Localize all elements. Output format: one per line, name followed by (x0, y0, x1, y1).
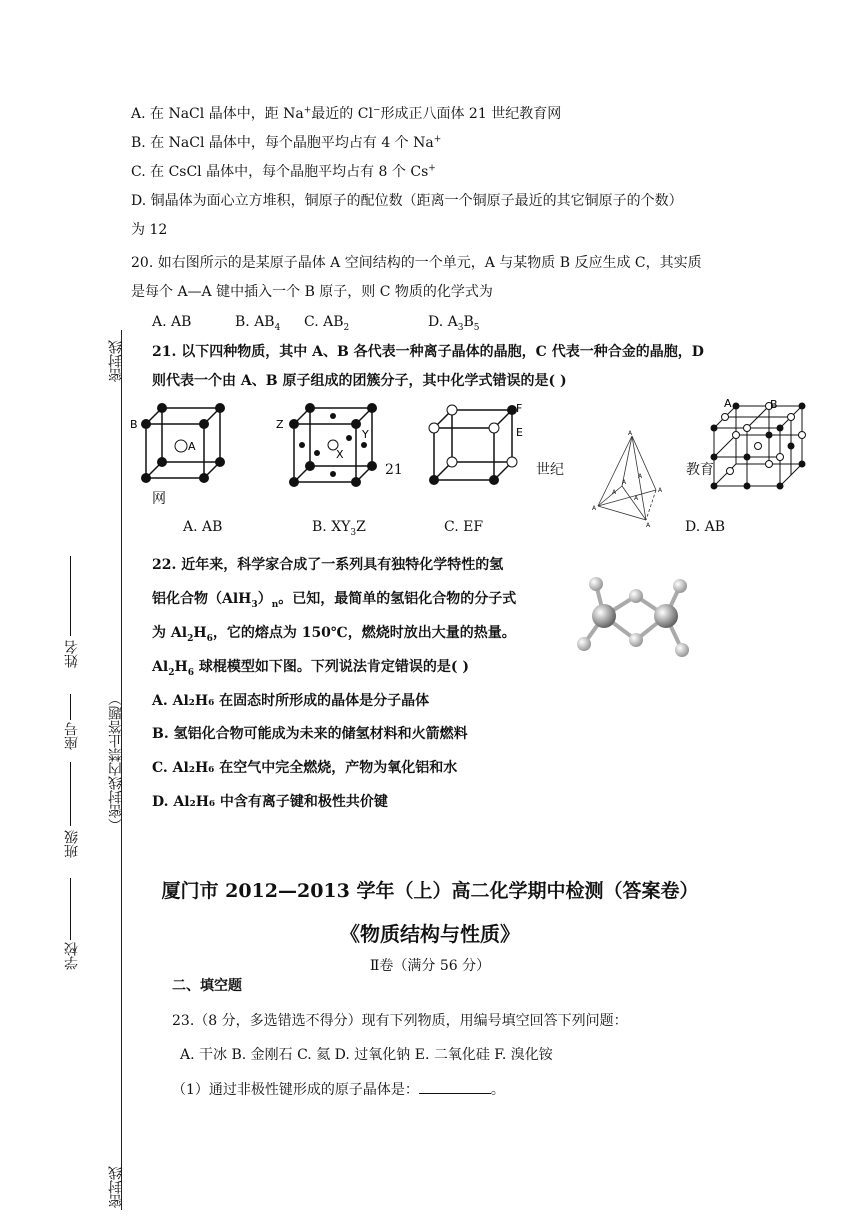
q21-option-b: B. $XY_3Z$ (312, 519, 366, 538)
svg-text:A: A (622, 479, 627, 486)
q21-stem-line1: 21. 以下四种物质，其中 A、B 各代表一种离子晶体的晶胞，C 代表一种合金的晶胞，D (152, 344, 704, 360)
q22-stem-line3: 为 $Al_2H_6$，它的熔点为 150℃，燃烧时放出大量的热量。 (152, 625, 516, 644)
svg-text:A: A (646, 522, 651, 528)
q20-stem-line2: 是每个 A—A 键中插入一个 B 原子，则 C 物质的化学式为 (131, 284, 493, 300)
margin-name-label: 姓名 (64, 640, 80, 668)
q20-option-d: D. $A_3B_5$ (428, 314, 480, 333)
watermark-21: 21 (385, 462, 403, 478)
fig-b-label-x: X (336, 448, 344, 461)
svg-text:A: A (638, 473, 643, 480)
q22-option-b: B. 氢铝化合物可能成为未来的储氢材料和火箭燃料 (152, 726, 468, 742)
q19-option-c: C. 在 CsCl 晶体中，每个晶胞平均占有 8 个 Cs+ (131, 163, 436, 180)
q22-option-d: D. Al₂H₆ 中含有离子键和极性共价键 (152, 794, 388, 810)
q21-figure-b (272, 398, 382, 490)
q22-stem-line2: 铝化合物$(AlH_3)_n$。已知，最简单的氢铝化合物的分子式 (152, 591, 517, 610)
watermark-wang: 网 (152, 491, 166, 507)
answer-sheet-subtitle: 《物质结构与性质》 (340, 922, 520, 946)
fig-c-label-f: F (516, 402, 523, 415)
watermark-jiaoyu: 教育 (686, 462, 714, 478)
svg-text:A: A (592, 505, 597, 512)
q21-option-d: D. AB (685, 519, 726, 535)
fig-b-label-y: Y (362, 428, 369, 441)
q22-stem-line1: 22. 近年来，科学家合成了一系列具有独特化学特性的氢 (152, 557, 504, 573)
margin-class-label: 班级 (64, 830, 80, 858)
q23-options: A. 干冰 B. 金刚石 C. 氦 D. 过氧化钠 E. 二氧化硅 F. 溴化铵 (180, 1047, 553, 1063)
al2h6-ball-stick-model (570, 556, 720, 668)
q23-part1: （1）通过非极性键形成的原子晶体是： 。 (172, 1082, 505, 1098)
fig-c-label-e: E (516, 426, 523, 439)
q19-option-d: D. 铜晶体为面心立方堆积，铜原子的配位数（距离一个铜原子最近的其它铜原子的个数） (131, 193, 683, 209)
svg-text:A: A (612, 489, 617, 496)
margin-class-field[interactable] (70, 762, 71, 826)
q22-option-c: C. Al₂H₆ 在空气中完全燃烧，产物为氧化铝和水 (152, 760, 458, 776)
q21-option-c: C. EF (444, 519, 484, 535)
fig-a-label-b: B (130, 418, 138, 431)
margin-seal-top: 密封线 (108, 340, 124, 382)
margin-seat-label: 座号 (64, 722, 80, 750)
q22-option-a: A. Al₂H₆ 在固态时所形成的晶体是分子晶体 (152, 693, 430, 709)
q21-figure-a (128, 398, 228, 488)
q21-figure-d (588, 428, 672, 528)
q21-figure-c (424, 400, 528, 488)
paper-ii-label: Ⅱ卷（满分 56 分） (369, 958, 491, 974)
svg-text:A: A (628, 430, 633, 437)
fig-e-label-b: B (770, 398, 778, 411)
q21-stem-line2: 则代表一个由 A、B 原子组成的团簇分子，其中化学式错误的是( ) (152, 373, 567, 389)
margin-warning: （密封线内禁止答题） (108, 692, 124, 832)
margin-school-label: 学校 (64, 942, 80, 970)
q19-option-b: B. 在 NaCl 晶体中，每个晶胞平均占有 4 个 Na+ (131, 134, 442, 151)
q20-option-b: B. $AB_4$ (235, 314, 281, 333)
margin-school-field[interactable] (70, 878, 71, 940)
q19-option-d-cont: 为 12 (131, 222, 168, 238)
fig-e-label-a: A (724, 397, 732, 410)
q19-option-a: A. 在 NaCl 晶体中，距 Na+最近的 Cl−形成正八面体 21 世纪教育网 (131, 105, 562, 122)
q23-part1-blank[interactable] (419, 1081, 491, 1094)
fig-b-label-z: Z (276, 418, 284, 431)
watermark-shiji: 世纪 (536, 462, 564, 478)
margin-seal-bottom: 密封线 (108, 1166, 124, 1208)
q20-option-a: A. AB (152, 314, 192, 330)
svg-text:A: A (658, 487, 663, 494)
fig-a-label-a: A (188, 440, 196, 453)
q22-stem-line4: $Al_2H_6$ 球棍模型如下图。下列说法肯定错误的是( ) (152, 659, 469, 678)
svg-text:A: A (634, 495, 639, 502)
q21-option-a: A. AB (183, 519, 223, 535)
q20-option-c: C. $AB_2$ (304, 314, 350, 333)
section-heading: 二、填空题 (172, 978, 242, 994)
q21-figure-e (706, 396, 808, 492)
answer-sheet-title: 厦门市 2012—2013 学年（上）高二化学期中检测（答案卷） (161, 880, 699, 902)
q20-stem-line1: 20. 如右图所示的是某原子晶体 A 空间结构的一个单元，A 与某物质 B 反应生成 C，其实质 (131, 255, 702, 271)
margin-seat-field[interactable] (70, 694, 71, 720)
margin-name-field[interactable] (70, 556, 71, 636)
q23-stem: 23.（8 分，多选错选不得分）现有下列物质，用编号填空回答下列问题： (172, 1013, 628, 1029)
